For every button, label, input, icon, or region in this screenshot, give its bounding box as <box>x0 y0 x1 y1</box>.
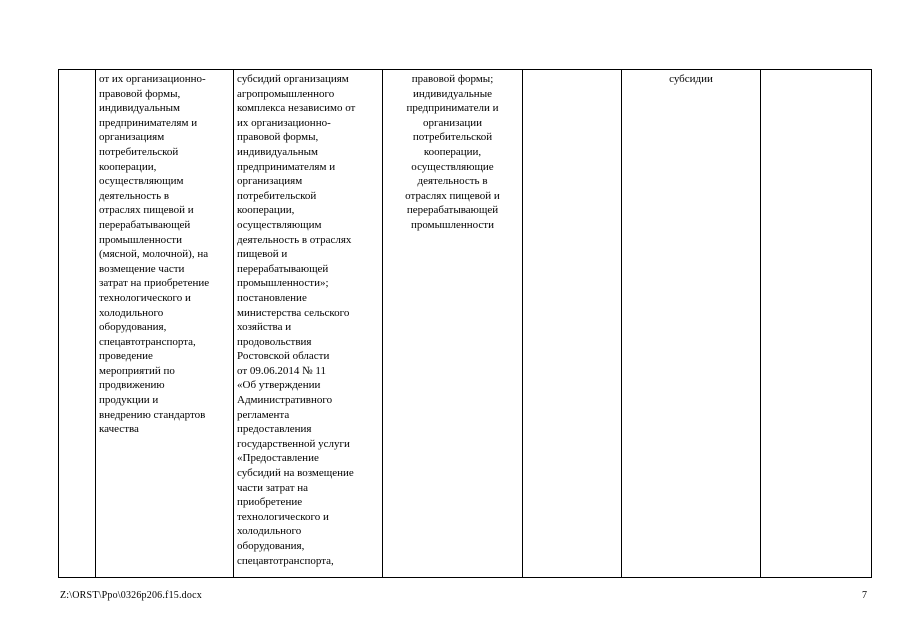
table-row <box>59 70 872 578</box>
table-cell-support-form <box>622 70 761 578</box>
table-cell-empty-7 <box>761 70 872 578</box>
table-cell-empty-5 <box>523 70 622 578</box>
table-cell-number <box>59 70 96 578</box>
support-form-text: субсидии <box>669 73 713 85</box>
footer-file-path: Z:\ORST\Ppo\0326p206.f15.docx <box>60 590 202 601</box>
recipients-text: правовой формы; индивидуальные предприниматели и организации потребительской кооперации, осуществляющие деятельность в отраслях пищевой и перерабатывающей промышленности <box>405 73 500 231</box>
table-cell-recipients <box>383 70 523 578</box>
regulation-table <box>58 69 872 578</box>
footer-page-number: 7 <box>862 590 867 601</box>
measure-name-text: от их организационно- правовой формы, индивидуальным предпринимателям и организациям потребительской кооперации, осуществляющим деятельность в отраслях пищевой и перерабатывающей промышленности (мясной, молочной), на возмещение части затрат на приобретение технологического и холодильного оборудования, спецавтотранспорта, проведение мероприятий по продвижению продукции и внедрению стандартов качества <box>99 73 210 436</box>
legal-basis-text: субсидий организациям агропромышленного комплекса независимо от их организационно- правовой формы, индивидуальным предпринимателям и организациям потребительской кооперации, осуществляющим деятельность в отраслях пищевой и перерабатывающей промышленности»; постановление министерства сельского хозяйства и продовольствия Ростовской области от 09.06.2014 № 11 «Об утверждении Административного регламента предоставления государственной услуги «Предоставление субсидий на возмещение части затрат на приобретение технологического и холодильного оборудования, спецавтотранспорта, <box>237 73 356 567</box>
table-cell-measure-name <box>96 70 234 578</box>
table-cell-legal-basis <box>234 70 383 578</box>
